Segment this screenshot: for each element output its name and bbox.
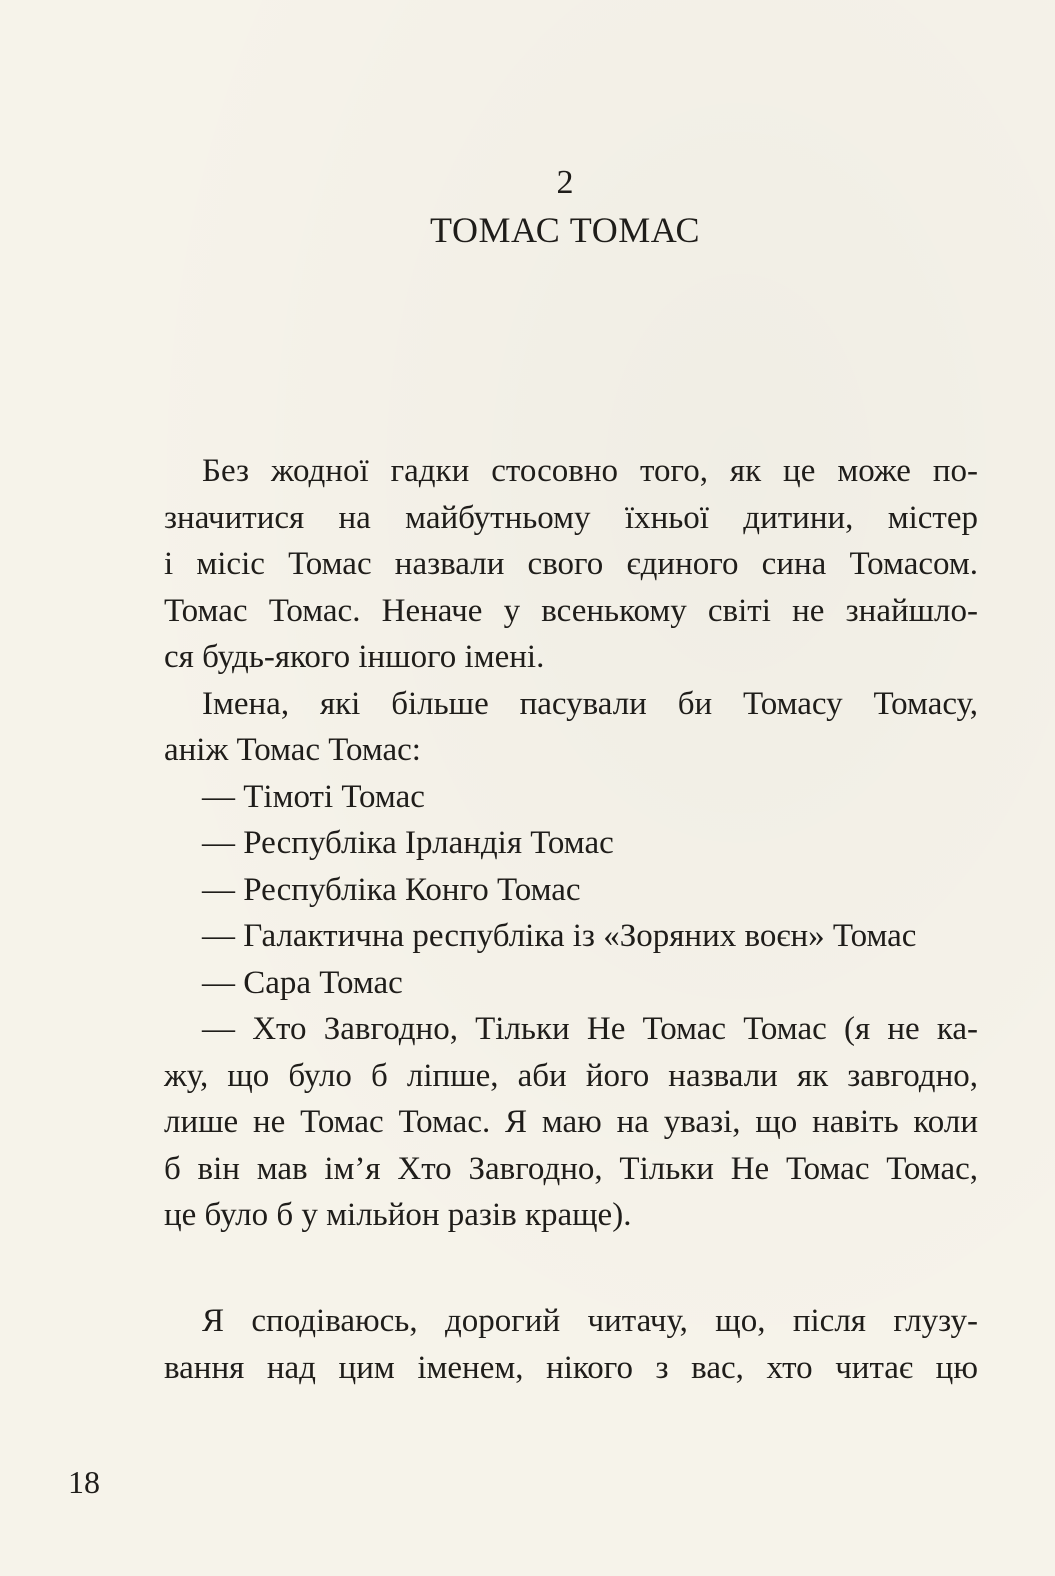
text-line: це було б у мільйон разів краще). bbox=[164, 1197, 632, 1233]
text-line: ся будь-якого іншого імені. bbox=[164, 639, 545, 675]
chapter-number: 2 bbox=[556, 164, 574, 201]
list-item: — Республіка Конго Томас bbox=[202, 871, 581, 908]
list-item: — Хто Завгодно, Тільки Не Томас Томас (я не ка- bbox=[202, 1011, 978, 1047]
text-line: Томас Томас. Неначе у всенькому світі не знайшло- bbox=[164, 592, 978, 629]
chapter-title: ТОМАС ТОМАС bbox=[430, 210, 700, 250]
text-line: і місіс Томас назвали свого єдиного сина Томасом. bbox=[164, 546, 978, 582]
list-item: — Галактична республіка із «Зоряних воєн» Томас bbox=[202, 918, 917, 954]
list-item: — Тімоті Томас bbox=[202, 778, 425, 815]
list-item: — Сара Томас bbox=[202, 964, 403, 1001]
text-line: жу, що було б ліпше, аби його назвали як завгодно, bbox=[164, 1057, 978, 1094]
text-line: аніж Томас Томас: bbox=[164, 732, 421, 768]
text-line: б він мав ім’я Хто Завгодно, Тільки Не Томас Томас, bbox=[164, 1150, 978, 1187]
text-line: лише не Томас Томас. Я маю на увазі, що навіть коли bbox=[164, 1104, 978, 1140]
text-line: вання над цим іменем, нікого з вас, хто читає цю bbox=[164, 1349, 978, 1386]
text-line: значитися на майбутньому їхньої дитини, містер bbox=[164, 499, 978, 536]
page-number: 18 bbox=[68, 1464, 100, 1500]
list-item: — Республіка Ірландія Томас bbox=[202, 825, 614, 861]
second-text-block bbox=[164, 1298, 978, 1391]
text-line: Імена, які більше пасували би Томасу Томасу, bbox=[202, 685, 978, 722]
text-line: Я сподіваюсь, дорогий читачу, що, після глузу- bbox=[202, 1303, 978, 1339]
main-text-block bbox=[164, 448, 978, 1239]
text-line: Без жодної гадки стосовно того, як це може по- bbox=[202, 453, 978, 489]
